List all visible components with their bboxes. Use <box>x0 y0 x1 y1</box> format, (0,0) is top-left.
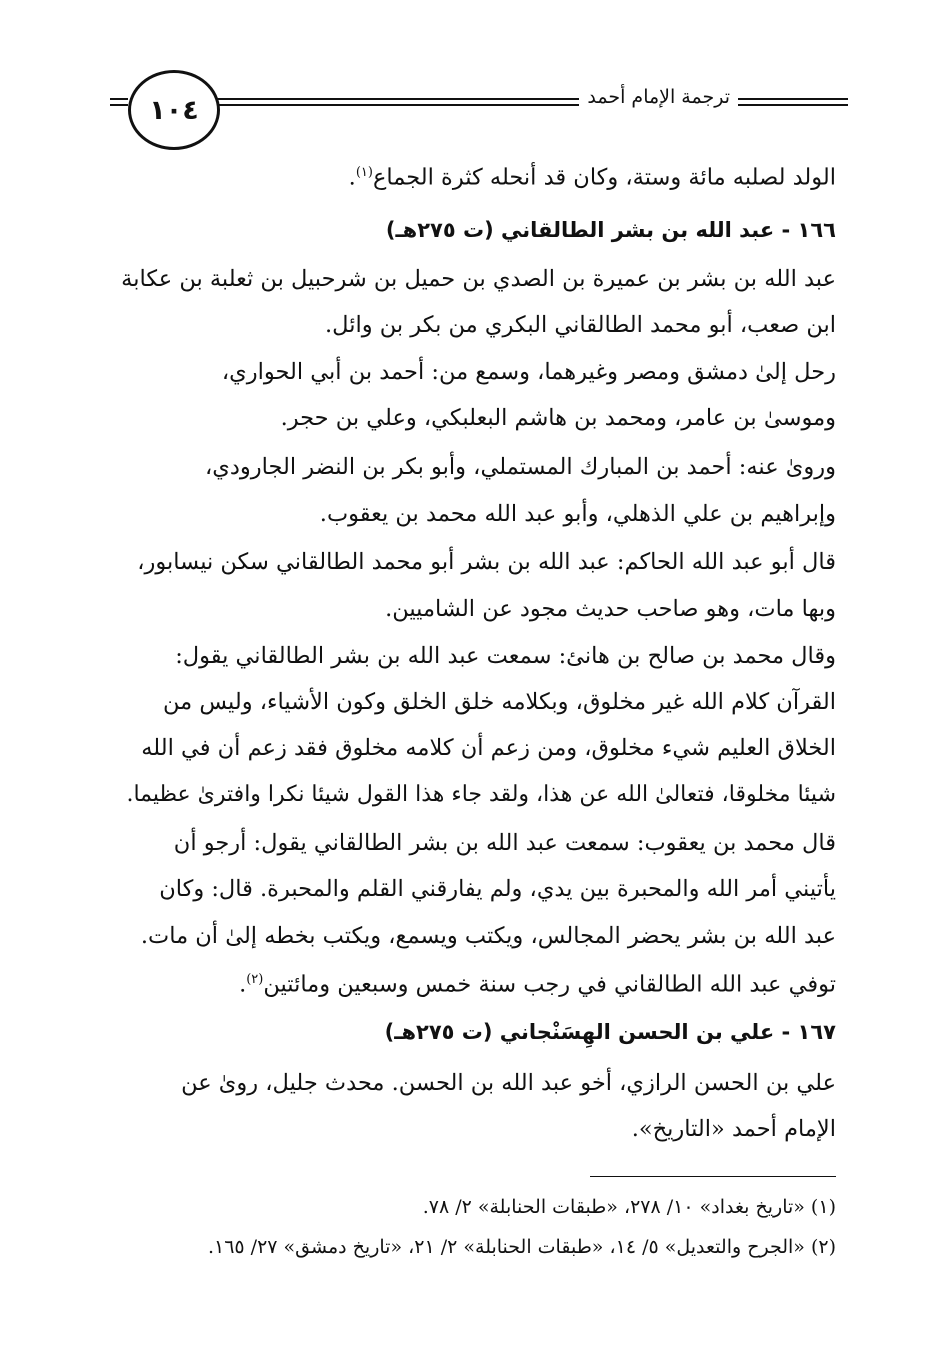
text-line: علي بن الحسن الرازي، أخو عبد الله بن الحسن. محدث جليل، روىٰ عن <box>181 1070 836 1096</box>
header-rule <box>110 104 128 106</box>
entry-heading: ١٦٦ - عبد الله بن بشر الطالقاني (ت ٢٧٥هـ) <box>385 218 836 242</box>
text-line: شيئا مخلوقا، فتعالىٰ الله عن هذا، ولقد جاء هذا القول شيئا نكرا وافترىٰ عظيما. <box>126 782 836 807</box>
header-rule <box>214 104 848 106</box>
footnote-ref: (١) <box>355 165 373 180</box>
text-line: الولد لصلبه مائة وستة، وكان قد أنحله كثرة الجماع$^{(١)}$. <box>348 164 836 191</box>
text-line: قال محمد بن يعقوب: سمعت عبد الله بن بشر الطالقاني يقول: أرجو أن <box>173 830 836 856</box>
footnote: (١) «تاريخ بغداد» ١٠/ ٢٧٨، «طبقات الحنابلة» ٢/ ٧٨. <box>422 1196 836 1218</box>
page-header <box>110 62 848 144</box>
text-line: قال أبو عبد الله الحاكم: عبد الله بن بشر أبو محمد الطالقاني سكن نيسابور، <box>137 549 836 575</box>
text-line: وبها مات، وهو صاحب حديث مجود عن الشاميين. <box>385 596 836 622</box>
text-line: وموسىٰ بن عامر، ومحمد بن هاشم البعلبكي، وعلي بن حجر. <box>280 405 836 431</box>
text-line: الإمام أحمد «التاريخ». <box>631 1116 836 1142</box>
text-line: ابن صعب، أبو محمد الطالقاني البكري من بكر بن وائل. <box>325 312 836 338</box>
text-line: توفي عبد الله الطالقاني في رجب سنة خمس وسبعين ومائتين$^{(٢)}$. <box>239 971 836 998</box>
text-line: عبد الله بن بشر بن عميرة بن الصدي بن حميل بن شرحبيل بن ثعلبة بن عكابة <box>121 266 836 292</box>
header-rule <box>214 98 848 100</box>
footnote: (٢) «الجرح والتعديل» ٥/ ١٤، «طبقات الحنابلة» ٢/ ٢١، «تاريخ دمشق» ٢٧/ ١٦٥. <box>207 1236 836 1258</box>
entry-heading: ١٦٧ - علي بن الحسن الهِسَنْجاني (ت ٢٧٥هـ) <box>384 1020 836 1044</box>
text-line: وقال محمد بن صالح بن هانئ: سمعت عبد الله بن بشر الطالقاني يقول: <box>175 643 836 669</box>
text-line: عبد الله بن بشر يحضر المجالس، ويكتب ويسمع، ويكتب بخطه إلىٰ أن مات. <box>140 923 836 949</box>
footnote-separator <box>590 1176 836 1177</box>
text-line: الخلاق العليم شيء مخلوق، ومن زعم أن كلامه مخلوق فقد زعم أن في الله <box>141 735 836 761</box>
text-line: يأتيني أمر الله والمحبرة بين يدي، ولم يفارقني القلم والمحبرة. قال: وكان <box>159 876 836 902</box>
page-number: ١٠٤ <box>128 70 220 150</box>
text-line: وروىٰ عنه: أحمد بن المبارك المستملي، وأبو بكر بن النضر الجارودي، <box>205 454 836 480</box>
running-title: ترجمة الإمام أحمد <box>579 86 738 108</box>
text-line: القرآن كلام الله غير مخلوق، وبكلامه خلق الخلق وكون الأشياء، وليس من <box>163 689 836 715</box>
header-rule <box>110 98 128 100</box>
footnote-ref: (٢) <box>246 972 264 987</box>
text-line: وإبراهيم بن علي الذهلي، وأبو عبد الله محمد بن يعقوب. <box>319 501 836 527</box>
text-line: رحل إلىٰ دمشق ومصر وغيرهما، وسمع من: أحمد بن أبي الحواري، <box>221 359 836 385</box>
